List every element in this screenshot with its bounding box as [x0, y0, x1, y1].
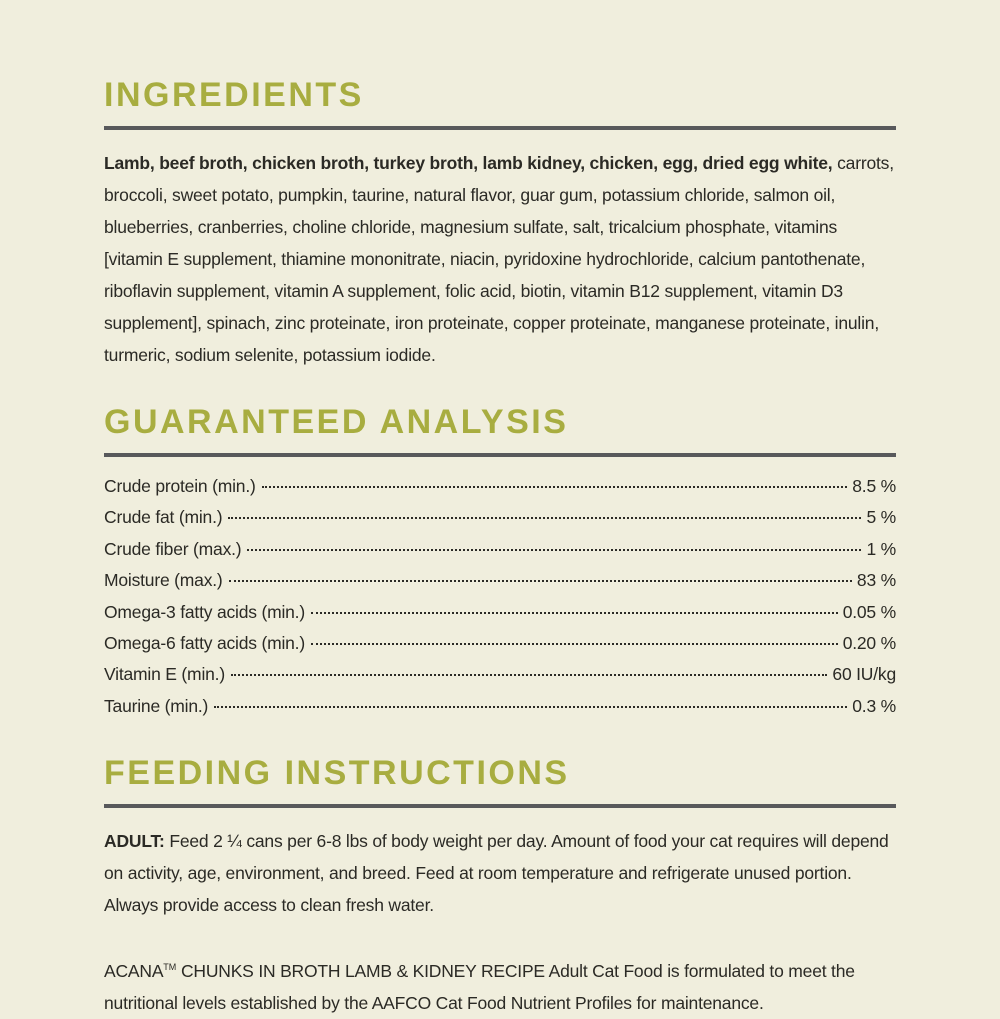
analysis-value: 0.3 % [852, 695, 896, 716]
adult-instructions: Feed 2 ¼ cans per 6-8 lbs of body weight per day. Amount of food your cat requires will depend on activity, age, environment, and breed. Feed at room temperature and refrigerate unused portion. Always provide access to clean fresh water. [104, 831, 889, 916]
dot-leader [214, 706, 847, 708]
analysis-label: Moisture (max.) [104, 570, 223, 591]
guaranteed-analysis-section [104, 405, 896, 722]
ingredients-section [104, 78, 896, 371]
trademark-symbol: TM [163, 962, 177, 973]
analysis-row [104, 628, 896, 659]
adult-label: ADULT: [104, 831, 165, 852]
analysis-label: Vitamin E (min.) [104, 664, 225, 685]
analysis-label: Taurine (min.) [104, 695, 209, 716]
section-divider [104, 453, 896, 457]
guaranteed-analysis-title: GUARANTEED ANALYSIS [104, 403, 569, 441]
ingredients-title: INGREDIENTS [104, 76, 364, 114]
feeding-instructions-section [104, 756, 896, 1019]
dot-leader [231, 674, 827, 676]
section-divider [104, 804, 896, 808]
analysis-value: 0.20 % [842, 633, 896, 654]
dot-leader [228, 517, 861, 519]
ingredients-text [104, 147, 896, 371]
brand-name: ACANA [104, 961, 164, 982]
analysis-value: 8.5 % [852, 476, 896, 496]
analysis-value: 5 % [866, 507, 896, 528]
analysis-value: 60 IU/kg [832, 664, 896, 685]
dot-leader [311, 612, 838, 614]
dot-leader [247, 549, 861, 551]
analysis-row [104, 502, 896, 533]
analysis-value: 0.05 % [842, 601, 896, 622]
adult-feeding-text [104, 825, 896, 921]
aafco-statement [104, 951, 896, 1019]
analysis-row [104, 597, 896, 628]
section-divider [104, 126, 896, 130]
analysis-table [104, 471, 896, 722]
analysis-label: Crude protein (min.) [104, 476, 256, 496]
analysis-label: Omega-3 fatty acids (min.) [104, 601, 305, 622]
ingredients-primary-list: Lamb, beef broth, chicken broth, turkey broth, lamb kidney, chicken, egg, dried egg white, [104, 153, 833, 173]
aafco-text: CHUNKS IN BROTH LAMB & KIDNEY RECIPE Adult Cat Food is formulated to meet the nutritional levels established by the AAFCO Cat Food Nutrient Profiles for maintenance. [104, 961, 855, 1014]
ingredients-secondary-list: carrots, broccoli, sweet potato, pumpkin, taurine, natural flavor, guar gum, potassium chloride, salmon oil, blueberries, cranberries, choline chloride, magnesium sulfate, salt, tricalcium phosphate, vitamins [vitamin E supplement, thiamine mononitrate, niacin, pyridoxine hydrochloride, calcium pantothenate, riboflavin supplement, vitamin A supplement, folic acid, biotin, vitamin B12 supplement, vitamin D3 supplement], spinach, zinc proteinate, iron proteinate, copper proteinate, manganese proteinate, inulin, turmeric, sodium selenite, potassium iodide. [104, 153, 894, 365]
analysis-value: 1 % [866, 538, 896, 559]
feeding-instructions-title: FEEDING INSTRUCTIONS [104, 754, 570, 793]
analysis-row [104, 565, 896, 596]
analysis-label: Crude fiber (max.) [104, 538, 242, 559]
analysis-row [104, 691, 896, 722]
analysis-label: Omega-6 fatty acids (min.) [104, 633, 305, 654]
analysis-row [104, 659, 896, 690]
analysis-label: Crude fat (min.) [104, 507, 223, 528]
analysis-row [104, 471, 896, 502]
analysis-row [104, 534, 896, 565]
dot-leader [262, 486, 848, 488]
dot-leader [311, 643, 838, 645]
analysis-value: 83 % [856, 570, 896, 591]
dot-leader [229, 580, 852, 582]
